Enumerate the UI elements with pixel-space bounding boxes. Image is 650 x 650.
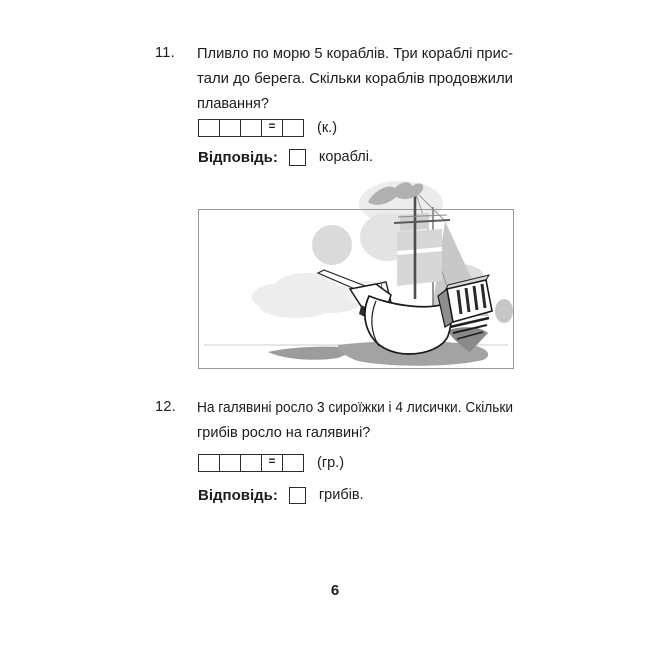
answer-label: Відповідь:: [198, 148, 278, 166]
answer-unit-label: кораблі.: [318, 149, 373, 165]
answer-unit-label: грибів.: [318, 487, 364, 503]
problem-12-number: 12.: [155, 399, 177, 415]
equation-cells: [198, 119, 304, 137]
answer-label: Відповідь:: [198, 486, 278, 504]
equation-equals-cell: =: [261, 119, 283, 137]
problem-11-number: 11.: [155, 45, 175, 61]
equation-cell[interactable]: [240, 454, 262, 472]
problem-12-line-2: грибів росло на галявині?: [197, 425, 371, 441]
sailing-ship-illustration: [198, 175, 514, 375]
equation-cell[interactable]: [198, 119, 220, 137]
problem-12-equation-strip: [198, 454, 344, 472]
problem-11-line-3: плавання?: [197, 96, 269, 112]
problem-11-equation-strip: [198, 119, 337, 137]
problem-12-answer-row: [198, 485, 364, 505]
sun: [312, 225, 352, 265]
equation-unit-label: (гр.): [317, 455, 345, 471]
equation-cell[interactable]: [282, 119, 304, 137]
equation-cell[interactable]: [282, 454, 304, 472]
problem-12-text: [197, 399, 517, 449]
equation-cell[interactable]: [219, 119, 241, 137]
problem-11-answer-row: [198, 147, 373, 167]
problem-11-text: [197, 45, 517, 120]
problem-12-line-1: На галявині росло 3 сироїжки і 4 лисички. Скільки: [197, 400, 513, 416]
problem-11-line-2: тали до берега. Скільки кораблів продовжили: [197, 71, 513, 87]
equation-cell[interactable]: [219, 454, 241, 472]
page-number: 6: [330, 582, 340, 599]
equation-cells: [198, 454, 304, 472]
equation-cell[interactable]: [240, 119, 262, 137]
equation-equals-cell: =: [261, 454, 283, 472]
equation-cell[interactable]: [198, 454, 220, 472]
problem-11-line-1: Пливло по морю 5 кораблів. Три кораблі прис-: [197, 46, 514, 62]
equation-unit-label: (к.): [317, 120, 338, 136]
answer-box[interactable]: [289, 487, 306, 504]
answer-box[interactable]: [289, 149, 306, 166]
